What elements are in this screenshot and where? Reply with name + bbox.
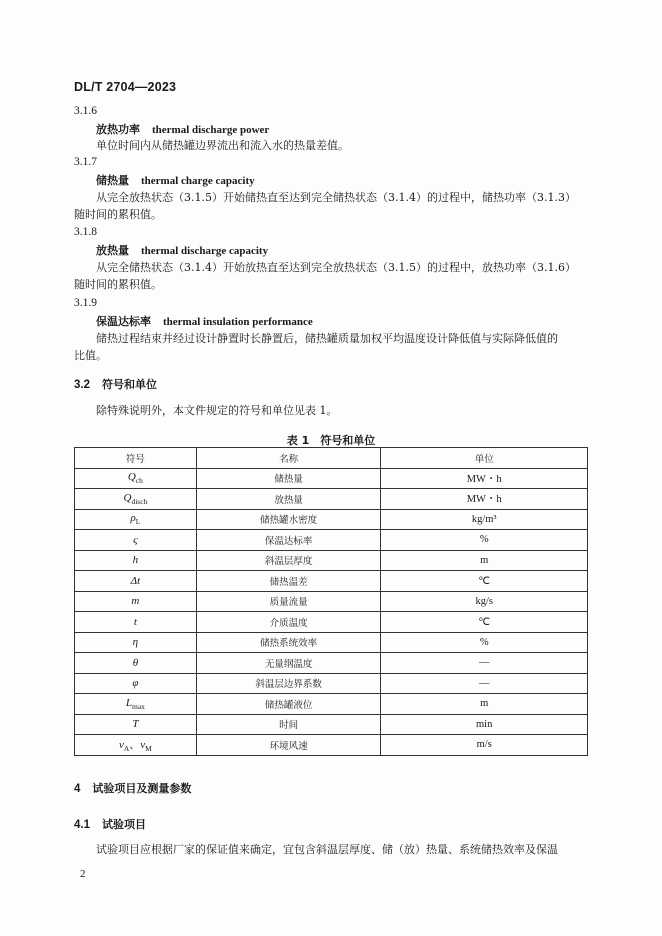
symbol-char: θ <box>132 656 139 669</box>
name-cell: 储热量 <box>196 468 381 489</box>
term-number: 3.1.8 <box>74 226 97 238</box>
name-cell: 无量纲温度 <box>196 653 381 674</box>
symbol-char: t <box>133 615 137 628</box>
symbol-subscript: max <box>131 701 145 711</box>
term-zh: 保温达标率 <box>96 315 151 328</box>
name-cell: 斜温层边界系数 <box>196 673 381 694</box>
table-row <box>75 509 588 530</box>
unit-cell: kg/m³ <box>381 509 588 530</box>
name-cell: 放热量 <box>196 489 381 510</box>
table-row <box>75 571 588 592</box>
symbol-cell <box>75 632 197 653</box>
symbol-cell <box>75 530 197 551</box>
term-title <box>96 314 313 330</box>
table-row <box>75 653 588 674</box>
section-number: 4.1 <box>74 819 90 831</box>
symbol-char: m <box>131 595 140 608</box>
section-paragraph: 试验项目应根据厂家的保证值来确定，宜包含斜温层厚度、储（放）热量、系统储热效率及保温 <box>96 843 558 856</box>
symbol-cell <box>75 653 197 674</box>
term-title <box>96 243 268 259</box>
term-number: 3.1.7 <box>74 156 97 168</box>
unit-cell: % <box>381 632 588 653</box>
symbol-char: Δt <box>130 574 141 587</box>
symbol-cell <box>75 571 197 592</box>
table-row <box>75 632 588 653</box>
term-definition: 储热过程结束并经过设计静置时长静置后，储热罐质量加权平均温度设计降低值与实际降低值的 <box>96 332 558 345</box>
term-en: thermal insulation performance <box>163 316 313 328</box>
name-cell: 环境风速 <box>196 735 381 756</box>
symbol-char: h <box>132 554 139 567</box>
term-definition: 从完全储热状态（3.1.4）开始放热直至达到完全放热状态（3.1.5）的过程中，放热功率（3.1.6） <box>96 261 576 274</box>
section-heading-4 <box>74 780 191 796</box>
section-number: 3.2 <box>74 379 90 391</box>
section-title: 试验项目 <box>102 818 146 831</box>
symbol-char: T <box>132 718 139 731</box>
unit-cell: min <box>381 714 588 735</box>
symbols-units-table <box>74 447 588 756</box>
term-definition: 单位时间内从储热罐边界流出和流入水的热量差值。 <box>96 139 349 152</box>
name-cell: 储热罐液位 <box>196 694 381 715</box>
section-title: 试验项目及测量参数 <box>92 782 192 795</box>
table-caption: 表 1 符号和单位 <box>286 434 376 447</box>
symbol-subscript: A <box>123 744 130 754</box>
term-definition-cont: 随时间的累积值。 <box>74 278 162 291</box>
page-number: 2 <box>80 868 86 880</box>
col-header-name: 名称 <box>196 448 381 469</box>
section-heading-4-1 <box>74 816 146 832</box>
table-row <box>75 673 588 694</box>
symbol-subscript: M <box>145 744 152 754</box>
table-row <box>75 550 588 571</box>
unit-cell: — <box>381 673 588 694</box>
table-row <box>75 714 588 735</box>
term-number: 3.1.9 <box>74 297 97 309</box>
symbol-char: η <box>132 636 139 649</box>
unit-cell: m/s <box>381 735 588 756</box>
term-definition-cont: 比值。 <box>74 349 107 362</box>
symbol-cell <box>75 509 197 530</box>
unit-cell: — <box>381 653 588 674</box>
term-title <box>96 173 255 189</box>
table-row <box>75 591 588 612</box>
section-title: 符号和单位 <box>102 378 157 391</box>
name-cell: 储热罐水密度 <box>196 509 381 530</box>
col-header-symbol: 符号 <box>75 448 197 469</box>
name-cell: 介质温度 <box>196 612 381 633</box>
table-row <box>75 735 588 756</box>
unit-cell: ℃ <box>381 571 588 592</box>
name-cell: 保温达标率 <box>196 530 381 551</box>
symbol-cell: $v_A$、$v_M$ <box>75 735 197 756</box>
unit-cell: MW・h <box>381 489 588 510</box>
name-cell: 时间 <box>196 714 381 735</box>
symbol-char: v <box>118 739 124 752</box>
unit-cell: kg/s <box>381 591 588 612</box>
symbol-char: ρ <box>130 512 136 525</box>
symbol-cell <box>75 714 197 735</box>
unit-cell: m <box>381 694 588 715</box>
name-cell: 储热温差 <box>196 571 381 592</box>
section-paragraph: 除特殊说明外，本文件规定的符号和单位见表 1。 <box>96 404 338 417</box>
symbol-char: Q <box>123 491 132 504</box>
section-number: 4 <box>74 783 81 795</box>
symbol-cell <box>75 468 197 489</box>
table-row <box>75 694 588 715</box>
unit-cell: % <box>381 530 588 551</box>
term-title <box>96 122 269 138</box>
symbol-cell <box>75 550 197 571</box>
name-cell: 储热系统效率 <box>196 632 381 653</box>
term-zh: 放热功率 <box>96 123 140 136</box>
term-definition: 从完全放热状态（3.1.5）开始储热直至达到完全储热状态（3.1.4）的过程中，储热功率（3.1.3） <box>96 191 576 204</box>
symbol-cell <box>75 694 197 715</box>
unit-cell: ℃ <box>381 612 588 633</box>
symbol-cell <box>75 489 197 510</box>
table-row <box>75 530 588 551</box>
symbol-subscript: L <box>135 517 141 527</box>
term-number: 3.1.6 <box>74 105 97 117</box>
table-row <box>75 612 588 633</box>
symbol-char: v <box>140 739 146 752</box>
table-row <box>75 489 588 510</box>
unit-cell: m <box>381 550 588 571</box>
term-en: thermal discharge power <box>152 124 270 136</box>
name-cell: 斜温层厚度 <box>196 550 381 571</box>
symbol-cell <box>75 612 197 633</box>
symbol-char: φ <box>132 677 139 690</box>
table-header-row <box>75 448 588 469</box>
term-en: thermal charge capacity <box>141 175 255 187</box>
symbol-cell <box>75 673 197 694</box>
symbol-subscript: ch <box>135 476 143 486</box>
symbol-subscript: disch <box>131 496 148 506</box>
table-row <box>75 468 588 489</box>
section-heading-3-2 <box>74 376 157 392</box>
symbol-char: Q <box>127 471 136 484</box>
term-zh: 储热量 <box>96 174 129 187</box>
symbol-char: L <box>125 696 132 709</box>
name-cell: 质量流量 <box>196 591 381 612</box>
col-header-unit: 单位 <box>381 448 588 469</box>
symbol-char: ς <box>133 533 138 546</box>
term-zh: 放热量 <box>96 244 129 257</box>
document-id-header: DL/T 2704—2023 <box>74 80 177 94</box>
term-definition-cont: 随时间的累积值。 <box>74 208 162 221</box>
term-en: thermal discharge capacity <box>141 245 269 257</box>
symbol-cell <box>75 591 197 612</box>
unit-cell: MW・h <box>381 468 588 489</box>
